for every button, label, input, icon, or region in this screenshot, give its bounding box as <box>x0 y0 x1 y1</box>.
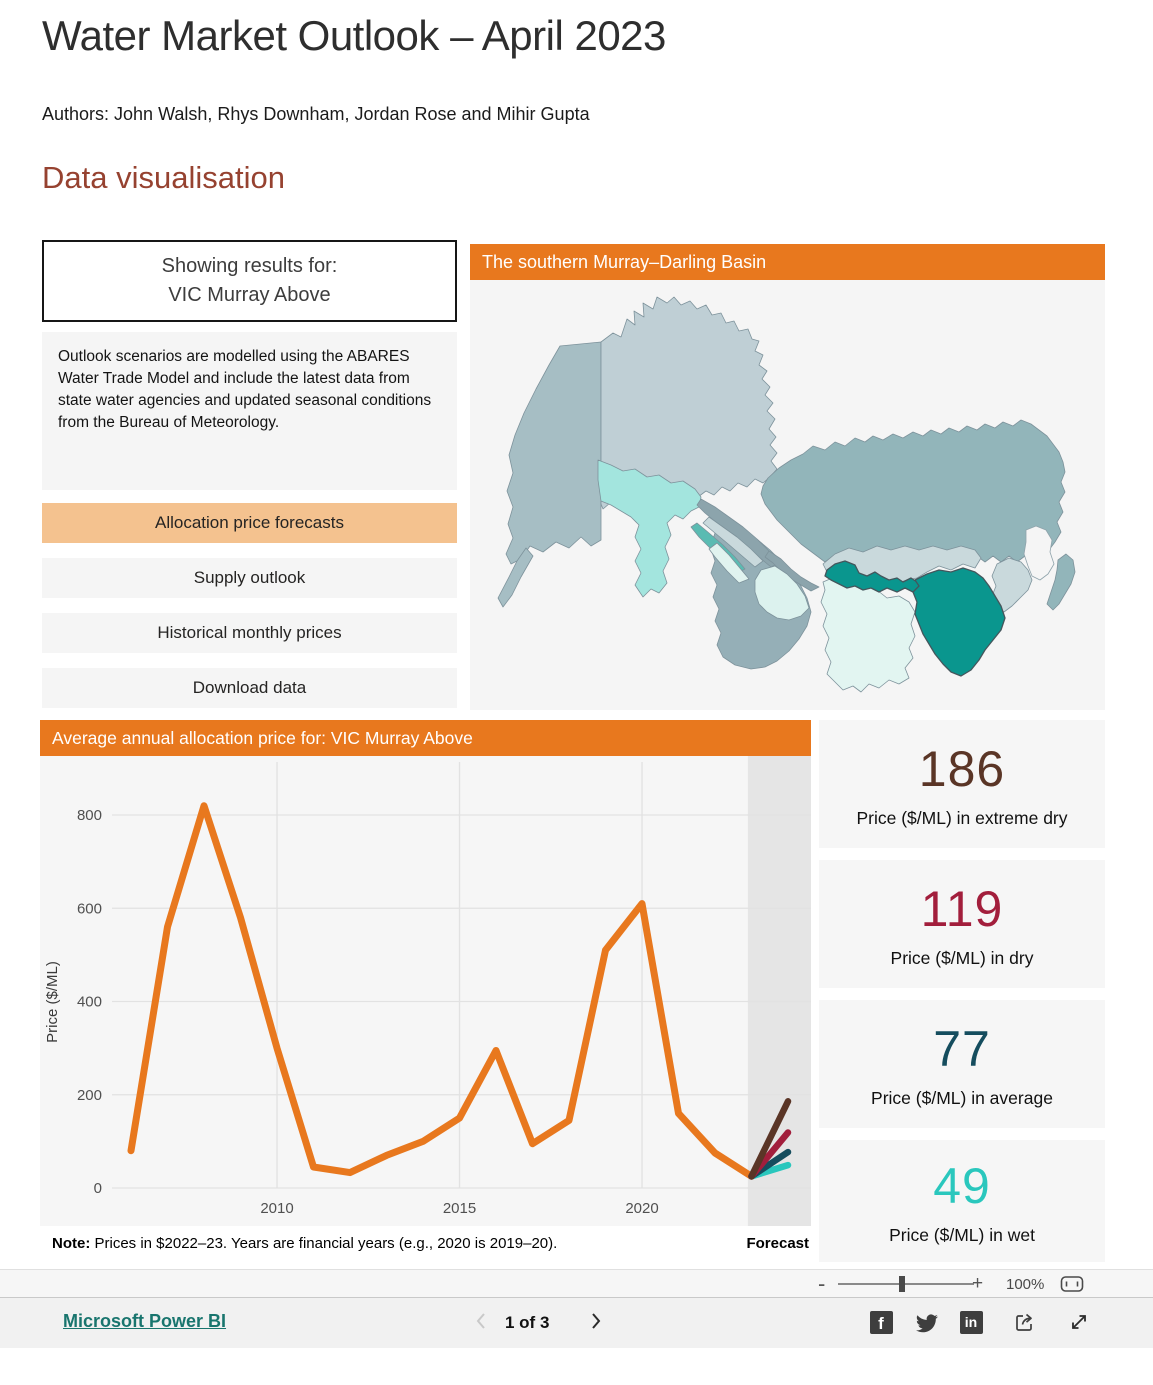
y-tick-label: 200 <box>76 1086 102 1104</box>
stat-label-dry: Price ($/ML) in dry <box>890 947 1034 968</box>
stat-value-extreme-dry: 186 <box>918 740 1006 797</box>
next-page-button[interactable] <box>583 1308 609 1334</box>
page-indicator: 1 of 3 <box>505 1313 550 1332</box>
facebook-icon: f <box>870 1311 893 1334</box>
zoom-bar <box>0 1269 1153 1298</box>
description-panel: Outlook scenarios are modelled using the ABARES Water Trade Model and include the latest data from state water agencies and updated seasonal conditions from the Bureau of Meteorology. <box>42 332 457 490</box>
nav-button-supply-outlook[interactable]: Supply outlook <box>42 558 457 598</box>
x-tick-label: 2020 <box>625 1200 659 1217</box>
y-tick-label: 0 <box>93 1180 102 1197</box>
stat-card-wet <box>819 1140 1105 1262</box>
forecast-label: Forecast <box>746 1235 809 1252</box>
page-title: Water Market Outlook – April 2023 <box>42 12 666 59</box>
chart-note-row <box>40 1226 811 1262</box>
map-title: The southern Murray–Darling Basin <box>482 251 767 272</box>
selected-region-label: VIC Murray Above <box>168 284 331 306</box>
note-label: Note: <box>52 1235 91 1252</box>
chart-panel-header <box>40 720 811 756</box>
fullscreen-button[interactable] <box>1066 1309 1092 1335</box>
zoom-in-button[interactable]: + <box>972 1273 984 1294</box>
zoom-slider-handle[interactable] <box>899 1276 905 1292</box>
share-icon <box>1013 1310 1037 1334</box>
stat-value-wet: 49 <box>933 1157 991 1214</box>
x-tick-label: 2015 <box>442 1200 477 1217</box>
stat-card-average <box>819 1000 1105 1128</box>
nav-button-allocation-price-forecasts[interactable]: Allocation price forecasts <box>42 503 457 543</box>
y-tick-label: 600 <box>76 900 102 918</box>
fit-to-screen-button[interactable] <box>1060 1270 1084 1298</box>
stat-card-extreme-dry <box>819 720 1105 848</box>
price-chart[interactable] <box>40 756 811 1226</box>
showing-results-box <box>42 240 457 322</box>
fullscreen-icon <box>1067 1310 1091 1334</box>
footer-bar <box>0 1297 1153 1348</box>
stat-card-dry <box>819 860 1105 988</box>
y-tick-label: 400 <box>76 993 102 1011</box>
chevron-right-icon <box>590 1312 602 1330</box>
note-text: Prices in $2022–23. Years are financial years (e.g., 2020 is 2019–20). <box>90 1235 558 1252</box>
stat-value-dry: 119 <box>920 880 1004 937</box>
showing-results-label: Showing results for: <box>161 255 338 277</box>
map-panel-header <box>470 244 1105 280</box>
chevron-left-icon <box>475 1312 487 1330</box>
chart-title: Average annual allocation price for: VIC Murray Above <box>52 727 473 748</box>
x-tick-label: 2010 <box>260 1200 294 1217</box>
stat-label-average: Price ($/ML) in average <box>871 1087 1053 1108</box>
y-tick-label: 800 <box>76 807 102 824</box>
stat-value-average: 77 <box>933 1020 991 1077</box>
map-panel <box>470 244 1105 710</box>
section-heading: Data visualisation <box>42 160 285 195</box>
stat-label-wet: Price ($/ML) in wet <box>889 1224 1035 1245</box>
stat-label-extreme-dry: Price ($/ML) in extreme dry <box>856 807 1068 828</box>
nav-button-historical-monthly-prices[interactable]: Historical monthly prices <box>42 613 457 653</box>
map-region-highlight[interactable] <box>913 568 1005 676</box>
price-chart-panel <box>40 720 811 1262</box>
authors-line: Authors: John Walsh, Rhys Downham, Jordan Rose and Mihir Gupta <box>42 104 590 124</box>
twitter-icon <box>914 1310 938 1334</box>
share-button[interactable] <box>1012 1309 1038 1335</box>
basin-map[interactable] <box>470 280 1105 710</box>
nav-button-download-data[interactable]: Download data <box>42 668 457 708</box>
fit-to-screen-icon <box>1060 1275 1084 1293</box>
zoom-level: 100% <box>1006 1275 1045 1293</box>
facebook-button[interactable] <box>868 1309 894 1335</box>
prev-page-button[interactable] <box>468 1308 494 1334</box>
twitter-button[interactable] <box>913 1309 939 1335</box>
map-region[interactable] <box>761 420 1065 562</box>
y-axis-title: Price ($/ML) <box>44 961 61 1043</box>
map-region[interactable] <box>821 576 915 692</box>
linkedin-button[interactable] <box>958 1309 984 1335</box>
chart-note <box>52 1235 557 1252</box>
map-region[interactable] <box>506 342 601 564</box>
linkedin-icon: in <box>960 1311 983 1334</box>
powerbi-link[interactable]: Microsoft Power BI <box>63 1311 227 1331</box>
zoom-slider-track[interactable] <box>838 1283 974 1285</box>
zoom-out-button[interactable]: - <box>818 1271 826 1296</box>
